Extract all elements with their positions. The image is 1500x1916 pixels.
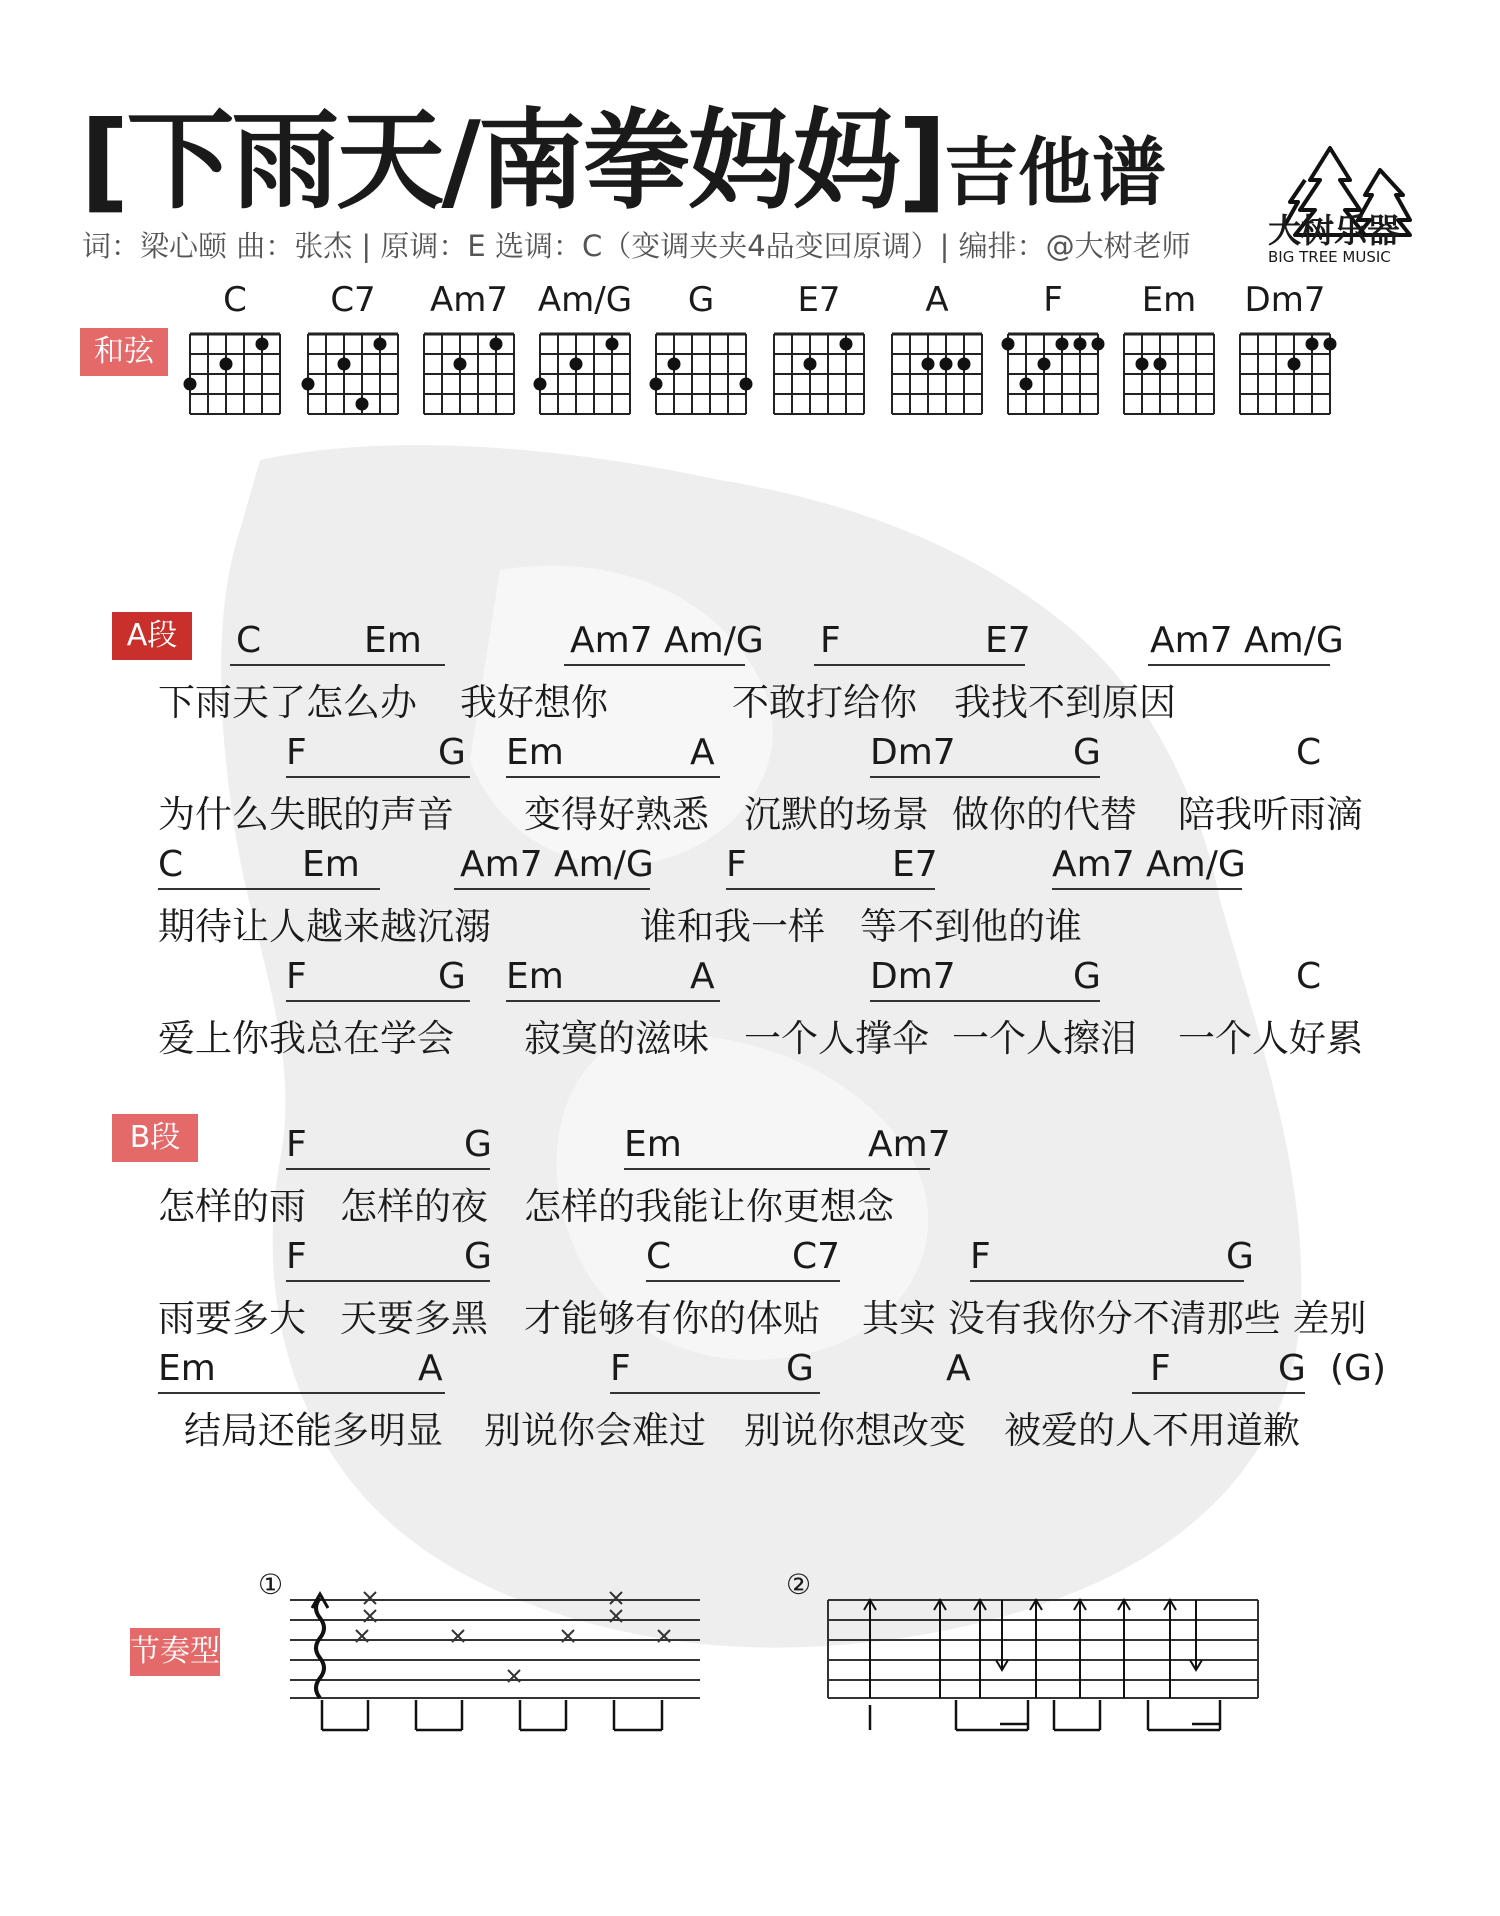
logo-text-en: BIG TREE MUSIC [1268,248,1391,266]
chord-underline [506,1000,720,1002]
lyric-phrase: 别说你想改变 [744,1409,966,1452]
chord-label: E7 [985,620,1031,661]
chord-label: Em [364,620,422,661]
chord-label: Em [624,1124,682,1165]
chord-underline [564,664,745,666]
chord-label: A [690,732,715,773]
lyric-phrase: 寂寞的滋味 [524,1017,709,1060]
lyric-phrase: 被爱的人不用道歉 [1004,1409,1300,1452]
lyric-phrase: 我找不到原因 [954,681,1176,724]
chord-name: A [925,280,949,320]
chord-label: F [1150,1348,1171,1389]
lyric-phrase: 怎样的雨 [158,1185,306,1228]
chord-label: A [690,956,715,997]
chord-label: F [286,1124,307,1165]
lyric-phrase: 下雨天了怎么办 [158,681,417,724]
chord-label: G [438,732,466,773]
chord-underline [1132,1392,1305,1394]
chord-label: Em [506,956,564,997]
lyric-phrase: 不敢打给你 [732,681,917,724]
chord-label: A [418,1348,443,1389]
chord-diagram-7 [882,280,992,430]
chord-underline [230,664,445,666]
chord-label: Em [506,732,564,773]
chord-label: (G) [1330,1348,1386,1389]
chord-section-tag: 和弦 [80,328,168,376]
chord-label: G [1226,1236,1254,1277]
lyric-line [0,732,1500,842]
chord-label: F [820,620,841,661]
rhythm-pattern-1 [280,1590,720,1740]
chord-name: Dm7 [1244,280,1326,320]
chord-name: F [1043,280,1063,320]
title-suffix: 吉他谱 [944,130,1167,216]
lyric-phrase: 怎样的我能让你更想念 [524,1185,894,1228]
lyric-phrase: 其实 没有我你分不清那些 差别 [862,1297,1367,1340]
chord-label: F [286,732,307,773]
fretboard-grid [180,320,290,420]
page-title [80,99,1167,224]
chord-underline [870,776,1100,778]
lyric-line [0,1124,1500,1234]
chord-label: C [1296,956,1322,997]
chord-diagram-row [180,280,1380,430]
chord-underline [624,1168,930,1170]
lyric-phrase: 等不到他的谁 [860,905,1082,948]
chord-label: Am7 Am/G [460,844,654,885]
chord-diagram-4 [530,280,640,430]
lyric-phrase: 做你的代替 [952,793,1137,836]
chord-diagram-5 [646,280,756,430]
section-a-tag: A段 [112,612,192,660]
chord-name: Am/G [537,280,633,320]
pattern-2-label: ② [786,1568,812,1601]
chord-underline [506,776,720,778]
song-title: [下雨天/南拳妈妈] [80,99,945,224]
lyric-phrase: 变得好熟悉 [524,793,709,836]
chord-label: Em [158,1348,216,1389]
lyric-phrase: 为什么失眠的声音 [158,793,454,836]
chord-label: G [438,956,466,997]
rhythm-tag: 节奏型 [130,1628,220,1676]
chord-underline [158,888,380,890]
chord-label: E7 [892,844,938,885]
chord-underline [646,1280,840,1282]
chord-label: Em [302,844,360,885]
chord-name: Em [1141,280,1197,320]
chord-label: F [286,1236,307,1277]
section-b-tag: B段 [112,1114,198,1162]
chord-label: F [970,1236,991,1277]
chord-name: E7 [797,280,841,320]
logo-text-cn: 大树乐器 [1268,211,1400,250]
chord-underline [286,1280,490,1282]
rhythm-pattern-2 [818,1590,1268,1740]
chord-label: A [946,1348,971,1389]
fretboard-grid [530,320,640,420]
chord-label: G [464,1236,492,1277]
chord-diagram-8 [998,280,1108,430]
chord-underline [158,1392,445,1394]
chord-underline [286,776,470,778]
chord-underline [1052,888,1242,890]
chord-underline [814,664,1025,666]
chord-diagram-6 [764,280,874,430]
chord-label: Am7 Am/G [1052,844,1246,885]
lyric-phrase: 我好想你 [460,681,608,724]
chord-label: Dm7 [870,732,956,773]
lyric-phrase: 沉默的场景 [744,793,929,836]
chord-label: G [1073,732,1101,773]
fretboard-grid [1230,320,1340,420]
lyric-phrase: 结局还能多明显 [184,1409,443,1452]
lyric-phrase: 一个人擦泪 [952,1017,1137,1060]
chord-label: G [1278,1348,1306,1389]
chord-name: C7 [330,280,376,320]
credits-line: 词：梁心颐 曲：张杰 | 原调：E 选调：C（变调夹夹4品变回原调）| 编排：@大树老师 [82,229,1191,263]
chord-underline [286,1168,490,1170]
chord-label: Am7 Am/G [1150,620,1344,661]
chord-underline [1148,664,1330,666]
chord-label: Am7 Am/G [570,620,764,661]
chord-label: C [158,844,184,885]
chord-label: G [1073,956,1101,997]
chord-label: Am7 [868,1124,951,1165]
fretboard-grid [998,320,1108,420]
chord-label: C7 [792,1236,841,1277]
fretboard-grid [1114,320,1224,420]
lyric-phrase: 才能够有你的体贴 [524,1297,820,1340]
chord-label: G [464,1124,492,1165]
chord-underline [970,1280,1244,1282]
lyric-phrase: 爱上你我总在学会 [158,1017,454,1060]
chord-label: C [1296,732,1322,773]
chord-name: Am7 [429,280,508,320]
chord-underline [726,888,935,890]
chord-label: C [236,620,262,661]
chord-diagram-10 [1230,280,1340,430]
chord-label: F [610,1348,631,1389]
lyric-phrase: 谁和我一样 [640,905,825,948]
fretboard-grid [646,320,756,420]
fretboard-grid [414,320,524,420]
chord-diagram-2 [298,280,408,430]
lyric-phrase: 雨要多大 [158,1297,306,1340]
chord-diagram-3 [414,280,524,430]
chord-name: C [223,280,247,320]
fretboard-grid [882,320,992,420]
lyric-line [0,1348,1500,1458]
chord-label: F [286,956,307,997]
fretboard-grid [764,320,874,420]
lyric-line [0,1236,1500,1346]
fretboard-grid [298,320,408,420]
lyric-phrase: 天要多黑 [340,1297,488,1340]
lyric-phrase: 怎样的夜 [340,1185,488,1228]
chord-label: Dm7 [870,956,956,997]
chord-diagram-9 [1114,280,1224,430]
lyric-phrase: 一个人撑伞 [744,1017,929,1060]
chord-name: G [687,280,715,320]
chord-label: C [646,1236,672,1277]
chord-label: F [726,844,747,885]
pattern-1-label: ① [258,1568,284,1601]
lyric-phrase: 期待让人越来越沉溺 [158,905,491,948]
lyric-line [0,620,1500,730]
lyric-phrase: 一个人好累 [1178,1017,1363,1060]
lyric-phrase: 别说你会难过 [484,1409,706,1452]
chord-diagram-1 [180,280,290,430]
lyric-line [0,844,1500,954]
lyric-line [0,956,1500,1066]
chord-label: G [786,1348,814,1389]
chord-underline [286,1000,470,1002]
lyric-phrase: 陪我听雨滴 [1178,793,1363,836]
chord-underline [610,1392,820,1394]
chord-underline [454,888,650,890]
chord-underline [870,1000,1100,1002]
